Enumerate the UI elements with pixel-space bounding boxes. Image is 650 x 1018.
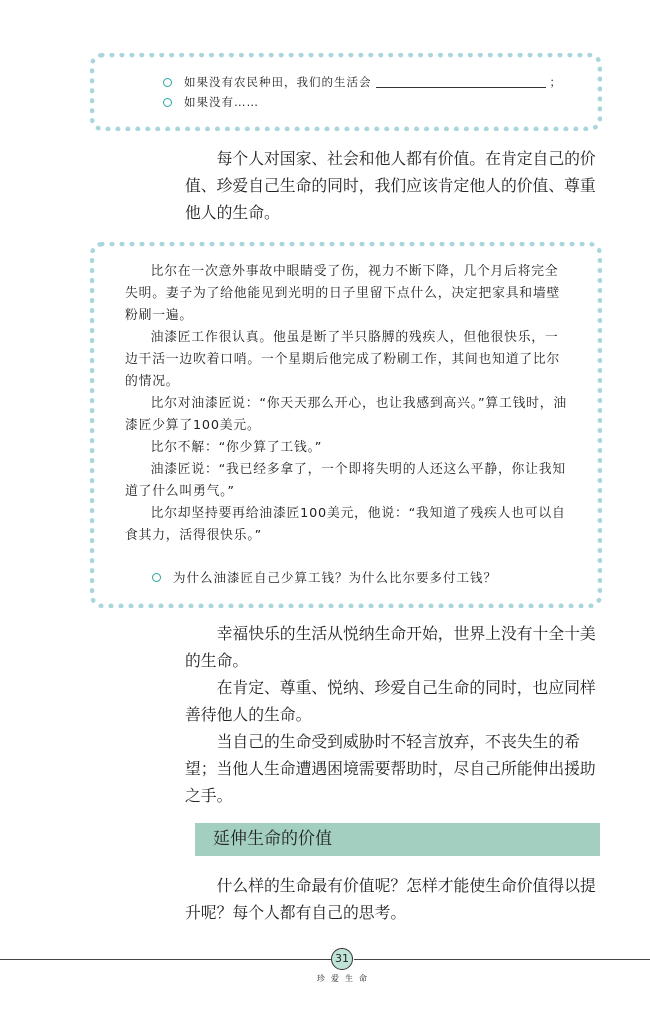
discussion-item xyxy=(163,92,597,112)
story-paragraph: 比尔对油漆匠说：“你天天那么开心，也让我感到高兴。”算工钱时，油漆匠少算了100美元。 xyxy=(125,396,567,433)
book-title: 珍爱生命 xyxy=(317,974,373,983)
discussion-text: 如果没有…… xyxy=(184,95,259,109)
circle-bullet-icon xyxy=(163,78,172,87)
discussion-box xyxy=(90,53,602,131)
footer-rule-right xyxy=(354,959,650,960)
story-paragraph: 比尔却坚持要再给油漆匠100美元，他说：“我知道了残疾人也可以自食其力，活得很快乐。” xyxy=(125,506,566,543)
body-paragraph: 当自己的生命受到威胁时不轻言放弃，不丧失生的希望；当他人生命遭遇困境需要帮助时，尽自己所能伸出援助之手。 xyxy=(185,732,596,805)
body-paragraph: 在肯定、尊重、悦纳、珍爱自己生命的同时，也应同样善待他人的生命。 xyxy=(185,678,596,724)
story-paragraph: 油漆匠说：“我已经多拿了，一个即将失明的人还这么平静，你让我知道了什么叫勇气。” xyxy=(125,462,566,499)
discussion-suffix: ； xyxy=(549,75,562,89)
story-paragraph: 比尔不解：“你少算了工钱。” xyxy=(150,440,323,455)
section-paragraph: 什么样的生命最有价值呢？怎样才能使生命价值得以提升呢？每个人都有自己的思考。 xyxy=(185,876,596,922)
body-paragraph: 幸福快乐的生活从悦纳生命开始，世界上没有十全十美的生命。 xyxy=(185,624,596,670)
discussion-text: 如果没有农民种田，我们的生活会 xyxy=(184,75,372,89)
story-question-text: 为什么油漆匠自己少算工钱？为什么比尔要多付工钱？ xyxy=(173,570,498,585)
discussion-item xyxy=(163,72,597,92)
story-question xyxy=(152,567,567,587)
story-box xyxy=(90,242,602,608)
page-number: 31 xyxy=(331,948,353,970)
intro-paragraph: 每个人对国家、社会和他人都有价值。在肯定自己的价值、珍爱自己生命的同时，我们应该肯定他人的价值、尊重他人的生命。 xyxy=(185,149,596,222)
story-text xyxy=(125,261,567,547)
footer xyxy=(0,948,650,998)
story-paragraph: 油漆匠工作很认真。他虽是断了半只胳膊的残疾人，但他很快乐，一边干活一边吹着口哨。一个星期后他完成了粉刷工作，其间也知道了比尔的情况。 xyxy=(125,330,561,389)
section-body xyxy=(185,872,605,926)
fill-in-blank xyxy=(376,77,546,88)
footer-rule-left xyxy=(0,959,331,960)
section-heading: 延伸生命的价值 xyxy=(195,823,600,856)
circle-bullet-icon xyxy=(152,573,161,582)
story-paragraph: 比尔在一次意外事故中眼睛受了伤，视力不断下降，几个月后将完全失明。妻子为了给他能见到光明的日子里留下点什么，决定把家具和墙壁粉刷一遍。 xyxy=(125,264,561,323)
body-paragraphs xyxy=(185,620,605,809)
circle-bullet-icon xyxy=(163,98,172,107)
intro-paragraph-block xyxy=(185,145,605,226)
